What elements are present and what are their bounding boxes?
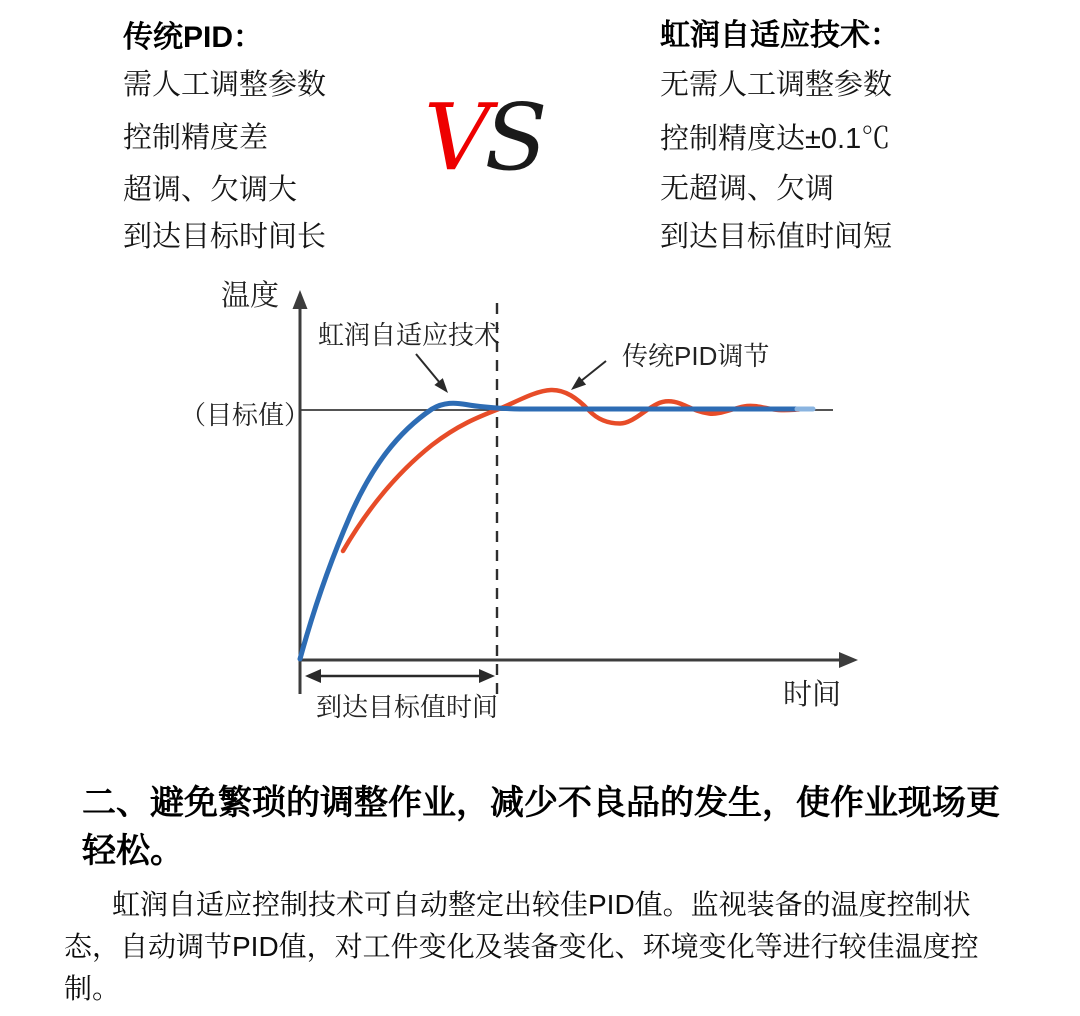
adaptive-curve [300,403,797,659]
y-axis-arrow-icon [293,290,308,309]
pid-comparison-chart [0,268,1080,730]
traditional-pid-item: 到达目标时间长 [123,221,327,253]
paragraph-line: 态，自动调节PID值，对工件变化及装备变化、环境变化等进行较佳温度控 [64,931,979,962]
paragraph-line: 制。 [64,973,121,1004]
adaptive-tech-item: 到达目标值时间短 [660,221,893,253]
adaptive-tech-item: 无超调、欠调 [660,173,835,205]
traditional-pid-item: 需人工调整参数 [123,69,327,101]
adaptive-tech-title: 虹润自适应技术： [660,19,900,52]
traditional-pid-title: 传统PID： [123,21,264,54]
pid-curve [343,390,799,551]
adaptive-curve-label: 虹润自适应技术 [318,320,501,350]
target-value-label: （目标值） [180,400,311,430]
traditional-pid-item: 控制精度差 [123,122,269,154]
pid-annotation-arrow [581,361,606,381]
adaptive-annotation-arrowhead-icon [434,378,448,393]
y-axis-label: 温度 [221,280,280,312]
vs-mark [424,84,542,191]
adaptive-annotation-arrow [416,354,440,383]
traditional-pid-item: 超调、欠调大 [123,174,298,206]
reach-time-right-arrowhead-icon [479,669,495,683]
reach-time-label: 到达目标值时间 [316,692,499,722]
reach-time-left-arrowhead-icon [305,669,321,683]
adaptive-tech-column [660,10,990,270]
section-heading [82,779,1012,875]
paragraph-line: 虹润自适应控制技术可自动整定出较佳PID值。监视装备的温度控制状 [112,889,971,920]
x-axis-arrow-icon [839,652,858,668]
adaptive-tech-item: 无需人工调整参数 [660,69,893,101]
pid-curve-label: 传统PID调节 [622,341,770,371]
traditional-pid-column [123,12,453,272]
section-paragraph [64,884,1024,1010]
vs-letter-s: S [484,84,542,191]
x-axis-label: 时间 [783,679,842,711]
section-heading-line: 二、避免繁琐的调整作业，减少不良品的发生，使作业现场更 [82,784,1000,822]
vs-letter-v: V [424,84,485,191]
adaptive-tech-item: 控制精度达±0.1℃ [660,123,891,155]
section-heading-line: 轻松。 [82,832,184,870]
